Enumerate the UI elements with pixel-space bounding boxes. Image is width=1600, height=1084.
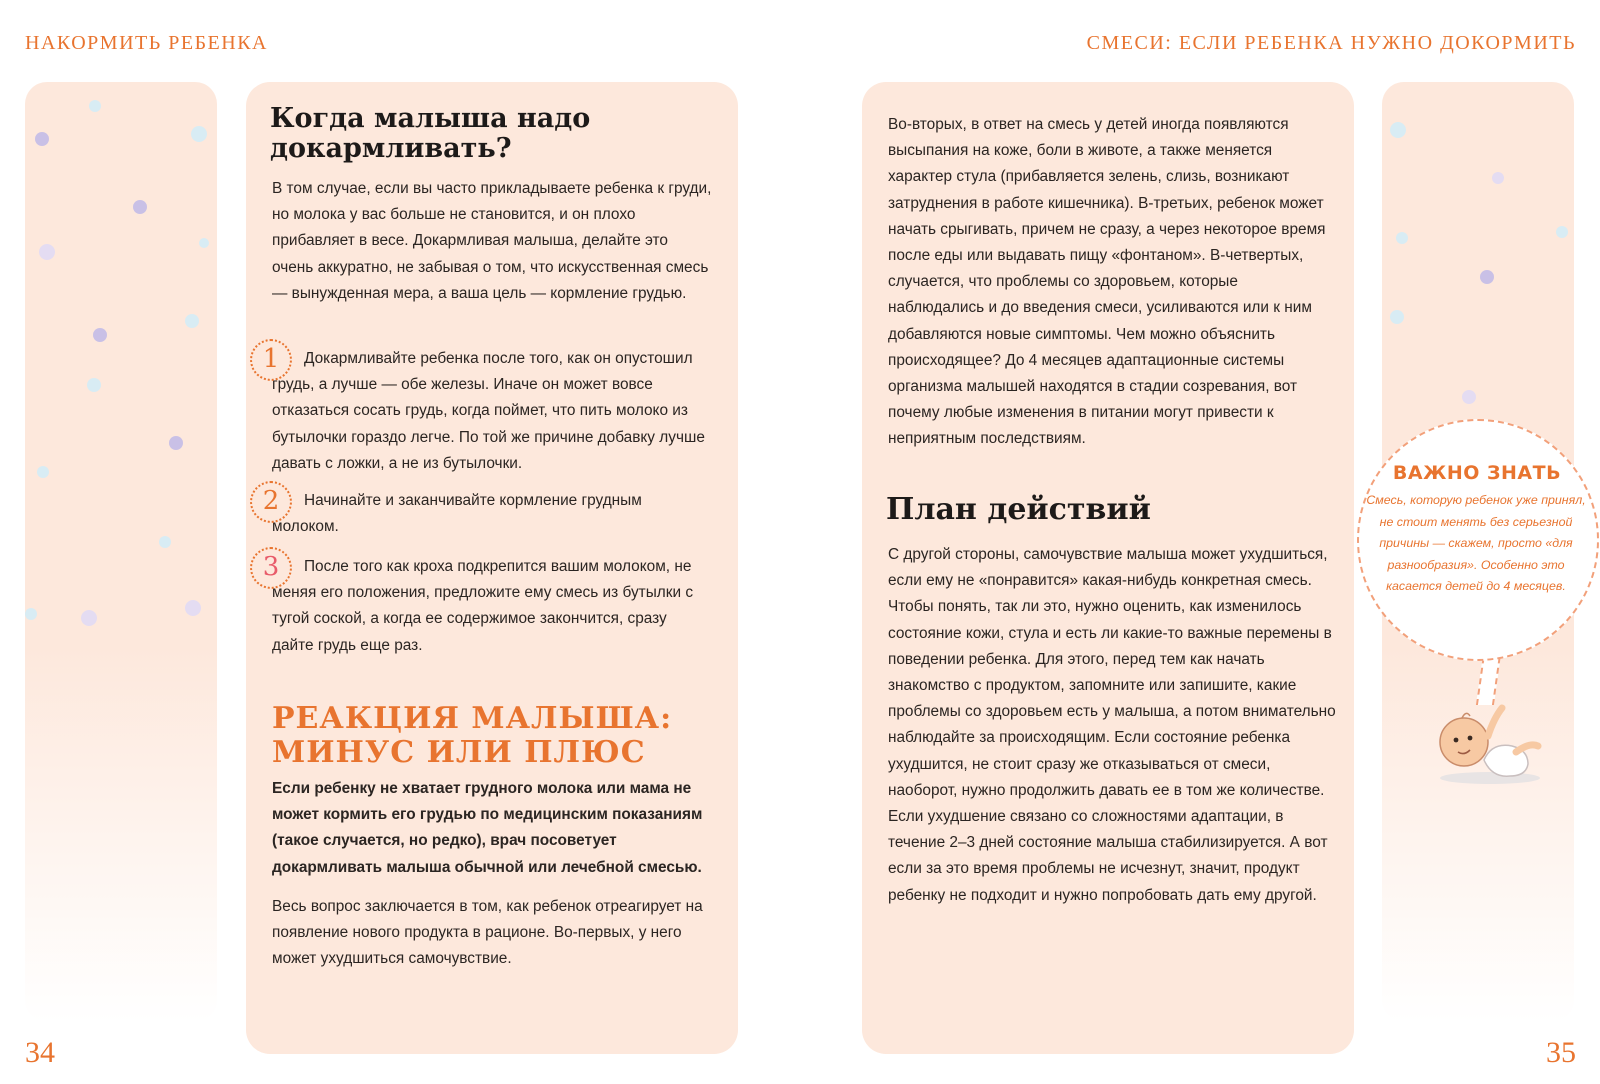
page-number-right: 35 <box>1546 1036 1576 1069</box>
dot-icon <box>169 436 183 450</box>
step-number-badge: 1 <box>250 339 292 381</box>
callout-title: ВАЖНО ЗНАТЬ <box>1392 462 1562 484</box>
section-heading-plan: План действий <box>886 492 1151 527</box>
dot-icon <box>133 200 147 214</box>
dot-icon <box>87 378 101 392</box>
left-content-card <box>246 82 738 1054</box>
running-head-right: СМЕСИ: ЕСЛИ РЕБЕНКА НУЖНО ДОКОРМИТЬ <box>1086 32 1576 54</box>
step-number-badge: 2 <box>250 481 292 523</box>
reaction-bold-paragraph: Если ребенку не хватает грудного молока или мама не может кормить его грудью по медицинским показаниям (такое случается, но редко), врач посоветует докармливать малыша обычной или лечебной смесью. <box>272 780 703 876</box>
dot-icon <box>1480 270 1494 284</box>
dot-icon <box>159 536 171 548</box>
dot-icon <box>185 600 201 616</box>
running-head-left: НАКОРМИТЬ РЕБЕНКА <box>25 32 268 54</box>
section-heading-reaction: РЕАКЦИЯ МАЛЫША: МИНУС ИЛИ ПЛЮС <box>272 701 673 770</box>
right-paragraph-2: С другой стороны, самочувствие малыша может ухудшиться, если ему не «понравится» какая-нибудь конкретная смесь. Чтобы понять, так ли это, нужно оценить, как изменилось состояние кожи, стула и есть ли какие-то важные перемены в поведении ребенка. Для этого, перед тем как начать знакомство с продуктом, запомните или запишите, какие проблемы со здоровьем есть у малыша, а потом внимательно наблюдайте за происходящим. Если состояние ребенка ухудшится, не стоит сразу же отказываться от смеси, наоборот, нужно продолжить давать ее в том же количестве. Если ухудшение связано со сложностями адаптации, в течение 2–3 дней состояние малыша стабилизируется. А вот если за это время проблемы не исчезнут, значит, продукт ребенку не подходит и нужно попробовать дать ему другой. <box>888 546 1336 904</box>
left-decor-strip <box>25 82 217 1022</box>
right-paragraph-1: Во-вторых, в ответ на смесь у детей иногда появляются высыпания на коже, боли в животе, а также меняется характер стула (прибавляется зелень, слизь, возникают затруднения в работе кишечника). В-третьих, ребенок может начать срыгивать, причем не сразу, а через некоторое время после еды или выдавать пищу «фонтаном». В-четвертых, случается, что проблемы со здоровьем, которые наблюдались и до введения смеси, усиливаются или к ним добавляются новые симптомы. Чем можно объяснить происходящее? До 4 месяцев адаптационные системы организма малышей находятся в стадии созревания, вот почему любые изменения в питании могут привести к неприятным последствиям. <box>888 116 1326 448</box>
dot-icon <box>191 126 207 142</box>
dot-icon <box>1492 172 1504 184</box>
dot-icon <box>1390 310 1404 324</box>
reaction-paragraph: Весь вопрос заключается в том, как ребенок отреагирует на появление нового продукта в рационе. Во-первых, у него может ухудшиться самочувствие. <box>272 898 703 968</box>
dot-icon <box>185 314 199 328</box>
baby-icon <box>1432 702 1544 786</box>
step-text: Докармливайте ребенка после того, как он опустошил грудь, а лучше — обе железы. Иначе он может вовсе отказаться сосать грудь, когда поймет, что пить молоко из бутылочки гораздо легче. По той же причине добавку лучше давать с ложки, а не из бутылочки. <box>272 350 705 472</box>
dot-icon <box>199 238 209 248</box>
dot-icon <box>39 244 55 260</box>
dot-icon <box>37 466 49 478</box>
step-item <box>262 344 712 477</box>
step-number-badge: 3 <box>250 547 292 589</box>
step-item <box>262 552 712 659</box>
dot-icon <box>1390 122 1406 138</box>
dot-icon <box>81 610 97 626</box>
callout-text: Смесь, которую ребенок уже принял, не стоит менять без серьезной причины — скажем, просто «для разнообразия». Особенно это касается детей до 4 месяцев. <box>1366 493 1586 593</box>
step-item <box>262 486 712 540</box>
page-number-left: 34 <box>25 1036 55 1069</box>
intro-paragraph: В том случае, если вы часто прикладываете ребенка к груди, но молока у вас больше не становится, и он плохо прибавляет в весе. Докармливая малыша, делайте это очень аккуратно, не забывая о том, что искусственная смесь — вынужденная мера, а ваша цель — кормление грудью. <box>272 180 712 302</box>
dot-icon <box>35 132 49 146</box>
dot-icon <box>93 328 107 342</box>
dot-icon <box>25 608 37 620</box>
dot-icon <box>89 100 101 112</box>
dot-icon <box>1396 232 1408 244</box>
right-content-card <box>862 82 1354 1054</box>
step-text: Начинайте и заканчивайте кормление грудным молоком. <box>272 492 642 536</box>
dot-icon <box>1556 226 1568 238</box>
page-title: Когда малыша надо докармливать? <box>270 103 591 164</box>
step-text: После того как кроха подкрепится вашим молоком, не меняя его положения, предложите ему смесь из бутылки с тугой соской, а когда ее содержимое закончится, сразу дайте грудь еще раз. <box>272 558 694 654</box>
dot-icon <box>1462 390 1476 404</box>
